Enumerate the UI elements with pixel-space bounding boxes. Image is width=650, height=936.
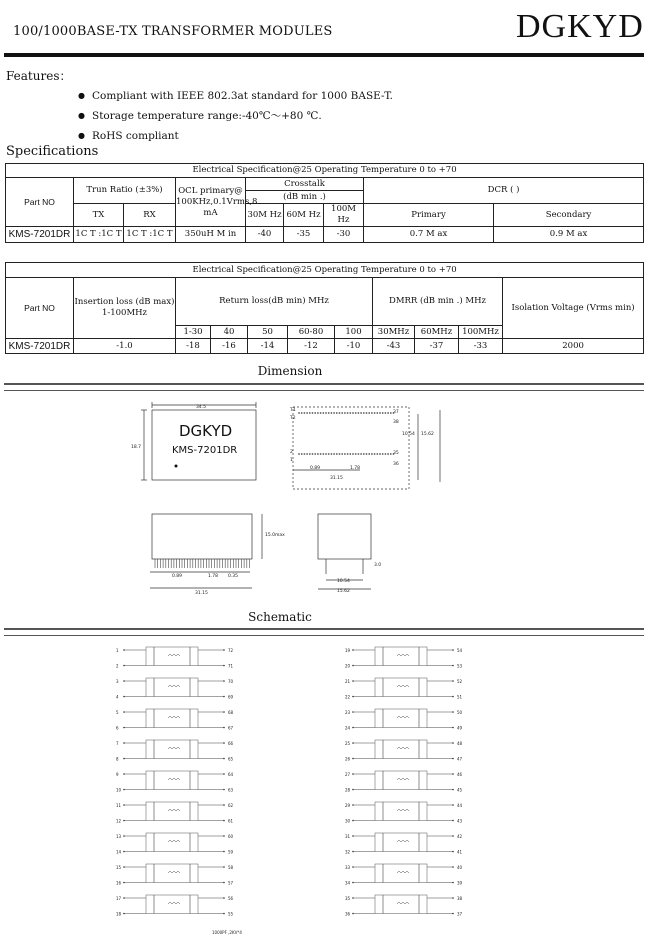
pin-hole — [382, 412, 384, 414]
schematic-pin-in: 32 — [345, 849, 351, 855]
pin-hole — [333, 453, 335, 455]
schematic-pin-out: 38 — [457, 896, 463, 901]
schematic-pin-out: 59 — [228, 849, 234, 855]
schematic-pin-out: 44 — [457, 803, 463, 808]
table2-rl-col: 1-30 — [176, 326, 211, 339]
pin-hole — [314, 453, 316, 455]
table2-rl-cell: -18 — [176, 339, 211, 354]
pin-hole — [312, 412, 314, 414]
pin-hole — [363, 412, 365, 414]
table1-primary-cell: 0.7 M ax — [364, 227, 494, 243]
dim-label: 15.62 — [337, 589, 350, 594]
table2-dmrr-cell: -37 — [415, 339, 459, 354]
schematic-pin-out: 61 — [228, 818, 234, 824]
schematic-pin-out: 52 — [457, 679, 463, 684]
pin-hole — [382, 453, 384, 455]
table1-xt-cell: -40 — [246, 227, 284, 243]
pin-hole — [366, 412, 368, 414]
pin-hole — [333, 412, 335, 414]
pin-hole — [387, 453, 389, 455]
schematic-pin-out: 60 — [228, 834, 234, 839]
schematic-pin-out: 42 — [457, 834, 463, 839]
pin-label: 35 — [393, 451, 399, 456]
schematic-rule — [4, 628, 644, 636]
schematic-pin-out: 41 — [457, 849, 463, 855]
table2-insertion-header: Insertion loss (dB max) 1-100MHz — [74, 278, 176, 339]
schematic-pin-in: 21 — [345, 679, 351, 684]
schematic-heading: Schematic — [248, 610, 312, 624]
pin-hole — [306, 412, 308, 414]
table2-insertion-cell: -1.0 — [74, 339, 176, 354]
schematic-pin-out: 39 — [457, 880, 463, 886]
table2-return-loss-header: Return loss(dB min) MHz — [176, 278, 373, 326]
table1-rx-cell: 1C T :1C T — [124, 227, 176, 243]
pin-hole — [390, 412, 392, 414]
pin-hole — [317, 412, 319, 414]
pin-hole — [374, 412, 376, 414]
pin-hole — [352, 453, 354, 455]
schematic-right-block — [345, 647, 463, 917]
pin-hole — [312, 453, 314, 455]
pin-label: 36 — [393, 462, 399, 467]
pin-hole — [301, 453, 303, 455]
schematic-pin-in: 6 — [116, 725, 119, 731]
pin-hole — [331, 412, 333, 414]
pin-hole — [390, 453, 392, 455]
dimension-heading: Dimension — [257, 364, 323, 378]
pin-label: 38 — [393, 420, 399, 425]
pin-hole — [355, 453, 357, 455]
pin-hole — [349, 453, 351, 455]
pin-hole — [371, 412, 373, 414]
schematic-pin-out: 45 — [457, 787, 463, 793]
schematic-pin-in: 13 — [116, 834, 122, 839]
schematic-pin-in: 28 — [345, 787, 351, 793]
table1-crosstalk-header: Crosstalk — [246, 178, 364, 191]
pin-hole — [298, 412, 300, 414]
pin-hole — [306, 453, 308, 455]
pin-hole — [363, 453, 365, 455]
feature-item: ● Storage temperature range:-40℃～+80 ℃. — [78, 106, 393, 126]
table2-rl-col: 50 — [248, 326, 288, 339]
dim-label: 34.5 — [196, 405, 207, 410]
table1-part-no-header: Part NO — [6, 178, 74, 227]
schematic-pin-in: 18 — [116, 911, 122, 917]
table1-xt-col: 30M Hz — [246, 204, 284, 227]
schematic-pin-out: 43 — [457, 818, 463, 824]
schematic-pin-in: 27 — [345, 772, 351, 777]
pin-label: 2 — [290, 450, 293, 455]
schematic-pin-in: 16 — [116, 880, 122, 886]
schematic-pin-in: 8 — [116, 756, 119, 762]
pin-label: 1 — [290, 458, 293, 463]
pin-rows — [298, 412, 394, 455]
schematic-pin-out: 56 — [228, 896, 234, 901]
table1-primary-header: Primary — [364, 204, 494, 227]
pin-hole — [349, 412, 351, 414]
schematic-pin-out: 50 — [457, 710, 463, 715]
table2-part-no-header: Part NO — [6, 278, 74, 339]
specifications-heading: Specifications — [6, 144, 99, 159]
pin-hole — [355, 412, 357, 414]
dim-label: 0.35 — [228, 574, 239, 579]
schematic-pin-out: 72 — [228, 648, 234, 653]
pin-label: T1 — [290, 408, 296, 413]
schematic-pin-in: 4 — [116, 694, 119, 700]
pin-hole — [347, 412, 349, 414]
schematic-pin-out: 51 — [457, 694, 463, 700]
schematic-pin-out: 71 — [228, 663, 234, 669]
table1-turns-ratio-header: Trun Ratio (±3%) — [74, 178, 176, 204]
table2-dmrr-col: 100MHz — [459, 326, 503, 339]
table2-dmrr-header: DMRR (dB min .) MHz — [373, 278, 503, 326]
pin-hole — [368, 453, 370, 455]
schematic-pin-out: 40 — [457, 865, 463, 870]
pin-label: T2 — [290, 416, 296, 421]
table2-title: Electrical Specification@25 Operating Temperature 0 to +70 — [6, 263, 644, 278]
schematic-pin-out: 66 — [228, 741, 234, 746]
schematic-pin-out: 46 — [457, 772, 463, 777]
pin-hole — [368, 412, 370, 414]
dim-label: 0.89 — [172, 574, 183, 579]
schematic-pin-out: 69 — [228, 694, 234, 700]
pin-hole — [358, 412, 360, 414]
pin-hole — [360, 412, 362, 414]
pin-hole — [352, 412, 354, 414]
schematic-pin-in: 5 — [116, 710, 119, 715]
side-view-pins — [155, 559, 250, 568]
dim-label: 18.7 — [131, 445, 142, 450]
schematic-pin-in: 17 — [116, 896, 122, 901]
table1-crosstalk-unit: (dB min .) — [246, 191, 364, 204]
document-title: 100/1000BASE-TX TRANSFORMER MODULES — [13, 24, 333, 39]
schematic-pin-in: 23 — [345, 710, 351, 715]
table2-rl-cell: -14 — [248, 339, 288, 354]
pin-hole — [325, 453, 327, 455]
pin-hole — [322, 412, 324, 414]
table1-title: Electrical Specification@25 Operating Temperature 0 to +70 — [6, 164, 644, 178]
schematic-pin-in: 20 — [345, 663, 351, 669]
table1-ocl-cell: 350uH M in — [176, 227, 246, 243]
feature-item: ● RoHS compliant — [78, 126, 393, 146]
dim-label: 1.78 — [208, 574, 219, 579]
table1-rx-header: RX — [124, 204, 176, 227]
pin-hole — [344, 453, 346, 455]
pin-hole — [385, 453, 387, 455]
pin-hole — [379, 453, 381, 455]
schematic-pin-out: 62 — [228, 803, 234, 808]
pin-hole — [336, 412, 338, 414]
schematic-pin-out: 64 — [228, 772, 234, 777]
schematic-pin-in: 34 — [345, 880, 351, 886]
schematic-pin-out: 48 — [457, 741, 463, 746]
table2-dmrr-cell: -33 — [459, 339, 503, 354]
schematic-pin-in: 26 — [345, 756, 351, 762]
schematic-pin-in: 12 — [116, 818, 122, 824]
table1-tx-header: TX — [74, 204, 124, 227]
table1-part-cell: KMS-7201DR — [6, 227, 74, 243]
schematic-pin-out: 57 — [228, 880, 234, 886]
schematic-left-block — [116, 647, 234, 917]
dim-label: 1.78 — [350, 466, 361, 471]
schematic-pin-in: 2 — [116, 663, 119, 669]
table1-secondary-cell: 0.9 M ax — [494, 227, 644, 243]
spec-table-2 — [5, 262, 644, 354]
top-view-brand: DGKYD — [179, 422, 233, 440]
table1-ocl-header: OCL primary@ 100KHz,0.1Vrms,8 mA — [176, 178, 246, 227]
schematic-pin-in: 33 — [345, 865, 351, 870]
table2-isolation-cell: 2000 — [503, 339, 644, 354]
pin-hole — [336, 453, 338, 455]
pin-hole — [314, 412, 316, 414]
table2-rl-cell: -12 — [288, 339, 335, 354]
dim-label: 31.15 — [330, 476, 343, 481]
schematic-pin-out: 55 — [228, 911, 234, 917]
schematic-pin-in: 35 — [345, 896, 351, 901]
pin-hole — [320, 453, 322, 455]
schematic-pin-out: 53 — [457, 663, 463, 669]
table2-rl-col: 60-80 — [288, 326, 335, 339]
table2-rl-cell: -16 — [211, 339, 248, 354]
features-heading: Features： — [6, 69, 72, 83]
schematic-pin-in: 25 — [345, 741, 351, 746]
schematic-pin-in: 7 — [116, 741, 119, 746]
table2-dmrr-col: 30MHz — [373, 326, 415, 339]
table1-xt-cell: -35 — [284, 227, 324, 243]
schematic-pin-in: 10 — [116, 787, 122, 793]
table1-secondary-header: Secondary — [494, 204, 644, 227]
pin-hole — [322, 453, 324, 455]
cap-label: 1000PF ,2KV*4 — [212, 930, 242, 935]
schematic-pin-in: 36 — [345, 911, 351, 917]
schematic-pin-in: 31 — [345, 834, 351, 839]
pin-hole — [325, 412, 327, 414]
features-list — [78, 86, 393, 146]
table2-rl-cell: -10 — [335, 339, 373, 354]
pin-hole — [339, 453, 341, 455]
schematic-drawing — [0, 640, 650, 936]
pin-hole — [331, 453, 333, 455]
schematic-pin-in: 11 — [116, 803, 122, 808]
pin-hole — [376, 412, 378, 414]
spec-table-1 — [5, 163, 644, 243]
pin-hole — [298, 453, 300, 455]
pin-hole — [360, 453, 362, 455]
pin-hole — [301, 412, 303, 414]
table2-dmrr-col: 60MHz — [415, 326, 459, 339]
table2-part-cell: KMS-7201DR — [6, 339, 74, 354]
pin-hole — [358, 453, 360, 455]
schematic-pin-in: 15 — [116, 865, 122, 870]
pin-hole — [328, 412, 330, 414]
schematic-pin-out: 63 — [228, 787, 234, 793]
pin-hole — [328, 453, 330, 455]
schematic-pin-out: 49 — [457, 725, 463, 731]
schematic-pin-in: 19 — [345, 648, 351, 653]
dim-label: 31.15 — [195, 591, 208, 596]
schematic-pin-in: 3 — [116, 679, 119, 684]
table1-xt-col: 60M Hz — [284, 204, 324, 227]
pin-hole — [341, 453, 343, 455]
pin-hole — [371, 453, 373, 455]
dimension-rule — [4, 383, 644, 391]
header-rule — [4, 53, 644, 57]
pin-hole — [366, 453, 368, 455]
schematic-pin-in: 22 — [345, 694, 351, 700]
table2-dmrr-cell: -43 — [373, 339, 415, 354]
brand-logo: DGKYD — [516, 8, 644, 45]
table1-tx-cell: 1C T :1C T — [74, 227, 124, 243]
pin-hole — [320, 412, 322, 414]
schematic-pin-out: 68 — [228, 710, 234, 715]
pin-hole — [385, 412, 387, 414]
pin-hole — [339, 412, 341, 414]
pin-hole — [344, 412, 346, 414]
pin-hole — [341, 412, 343, 414]
top-view-part: KMS-7201DR — [172, 445, 238, 456]
schematic-pin-out: 47 — [457, 756, 463, 762]
dim-label: 15.0max — [265, 533, 285, 538]
table2-rl-col: 100 — [335, 326, 373, 339]
dimension-drawings — [0, 392, 650, 604]
pin-hole — [304, 453, 306, 455]
pin-hole — [317, 453, 319, 455]
schematic-pin-in: 30 — [345, 818, 351, 824]
table1-xt-cell: -30 — [324, 227, 364, 243]
table1-dcr-header: DCR ( ) — [364, 178, 644, 204]
pin-label: 37 — [393, 410, 399, 415]
schematic-pin-out: 70 — [228, 679, 234, 684]
schematic-pin-in: 24 — [345, 725, 351, 731]
feature-item: ● Compliant with IEEE 802.3at standard for 1000 BASE-T. — [78, 86, 393, 106]
pin-hole — [347, 453, 349, 455]
pin-hole — [387, 412, 389, 414]
schematic-pin-in: 9 — [116, 772, 119, 777]
schematic-pin-out: 65 — [228, 756, 234, 762]
table1-xt-col: 100M Hz — [324, 204, 364, 227]
dim-label: 10.54 — [402, 432, 415, 437]
pin-hole — [304, 412, 306, 414]
schematic-pin-out: 58 — [228, 865, 234, 870]
schematic-pin-in: 14 — [116, 849, 122, 855]
pin-hole — [309, 453, 311, 455]
pin-hole — [379, 412, 381, 414]
dim-label: 0.89 — [310, 466, 321, 471]
schematic-pin-in: 1 — [116, 648, 119, 653]
schematic-pin-out: 67 — [228, 725, 234, 731]
pin-hole — [374, 453, 376, 455]
schematic-pin-out: 37 — [457, 911, 463, 917]
schematic-pin-out: 54 — [457, 648, 463, 653]
pin-hole — [376, 453, 378, 455]
dim-label: 10.54 — [337, 579, 350, 584]
dim-label: 3.0 — [374, 563, 382, 568]
pin-hole — [309, 412, 311, 414]
table2-isolation-header: Isolation Voltage (Vrms min) — [503, 278, 644, 339]
dim-label: 15.62 — [421, 432, 434, 437]
schematic-pin-in: 29 — [345, 803, 351, 808]
table2-rl-col: 40 — [211, 326, 248, 339]
